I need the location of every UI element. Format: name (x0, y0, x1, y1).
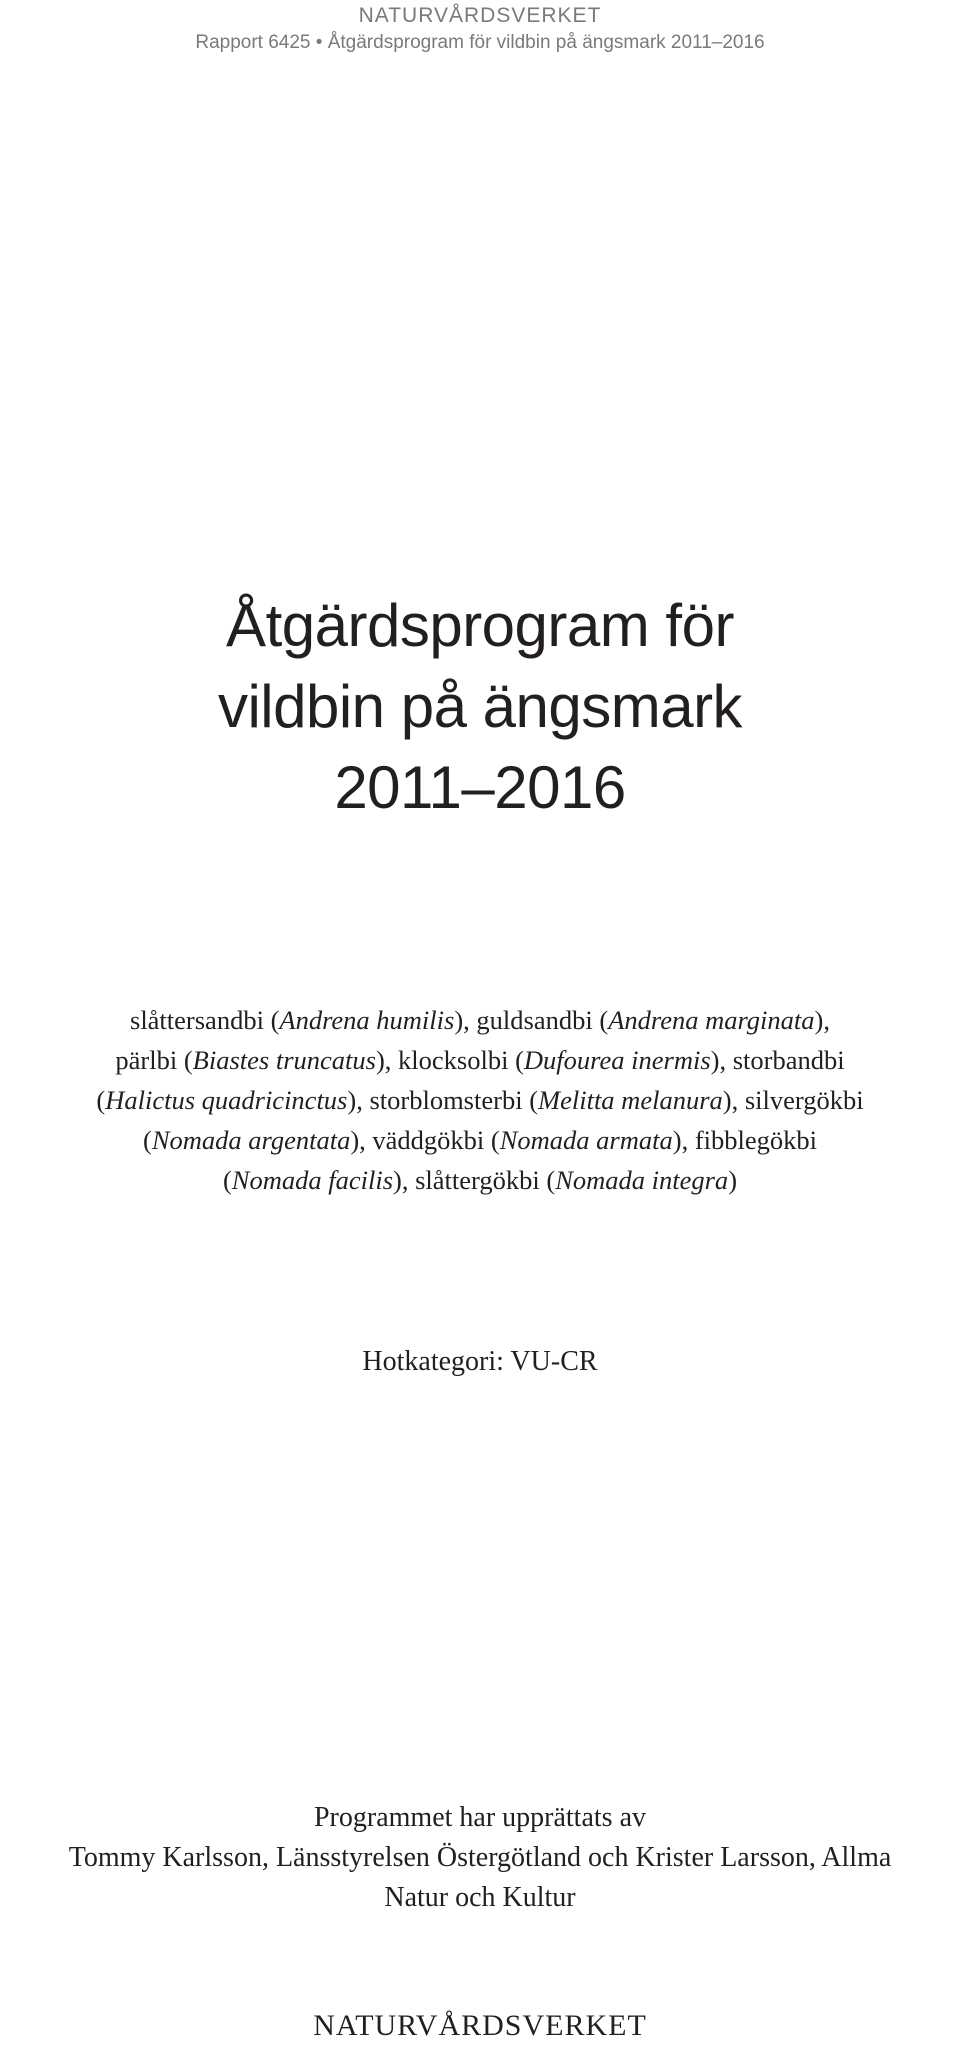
species-common-name: pärlbi (115, 1045, 178, 1075)
species-latin-name: Melitta melanura (538, 1085, 723, 1115)
species-common-name: fibblegökbi (694, 1125, 818, 1155)
authors-block (0, 1798, 960, 1918)
species-latin-name: Biastes truncatus (192, 1045, 376, 1075)
species-common-name: väddgökbi (372, 1125, 485, 1155)
species-latin-name: Dufourea inermis (523, 1045, 711, 1075)
species-common-name: klocksolbi (398, 1045, 509, 1075)
authors-intro: Programmet har upprättats av (313, 1802, 646, 1833)
species-latin-name: Andrena humilis (279, 1005, 455, 1035)
species-common-name: slåttergökbi (415, 1165, 540, 1195)
species-latin-name: Nomada facilis (231, 1165, 394, 1195)
page-header (0, 0, 960, 56)
species-latin-name: Nomada argentata (151, 1125, 351, 1155)
species-common-name: slåttersandbi (130, 1005, 264, 1035)
authors-line-2: Natur och Kultur (384, 1882, 576, 1913)
document-title (0, 585, 960, 828)
species-latin-name: Nomada armata (499, 1125, 673, 1155)
footer-organization: NATURVÅRDSVERKET (313, 2009, 647, 2042)
species-common-name: storbandbi (732, 1045, 845, 1075)
species-list: slåttersandbi (Andrena humilis), guldsandbi (Andrena marginata), pärlbi (Biastes truncatus), klocksolbi (Dufourea inermis), storbandbi (Halictus quadricinctus), storblomsterbi (Melitta melanura), silvergökbi (Nomada argentata), väddgökbi (Nomada armata), fibblegökbi (Nomada facilis), slåttergökbi (Nomada integra) (96, 1005, 864, 1195)
header-organization: NATURVÅRDSVERKET (358, 4, 602, 27)
species-latin-name: Andrena marginata (608, 1005, 815, 1035)
species-latin-name: Nomada integra (555, 1165, 729, 1195)
title-line-1: Åtgärdsprogram för (226, 592, 734, 659)
threat-category: Hotkategori: VU-CR (362, 1346, 598, 1377)
title-line-2: vildbin på ängsmark (217, 673, 743, 740)
title-line-3: 2011–2016 (334, 754, 626, 821)
authors-line-1: Tommy Karlsson, Länsstyrelsen Östergötland och Krister Larsson, Allma (68, 1842, 892, 1873)
species-common-name: storblomsterbi (369, 1085, 523, 1115)
header-report-line: Rapport 6425 • Åtgärdsprogram för vildbin på ängsmark 2011–2016 (195, 32, 765, 53)
species-common-name: silvergökbi (744, 1085, 864, 1115)
species-common-name: guldsandbi (476, 1005, 593, 1035)
species-latin-name: Halictus quadricinctus (105, 1085, 348, 1115)
